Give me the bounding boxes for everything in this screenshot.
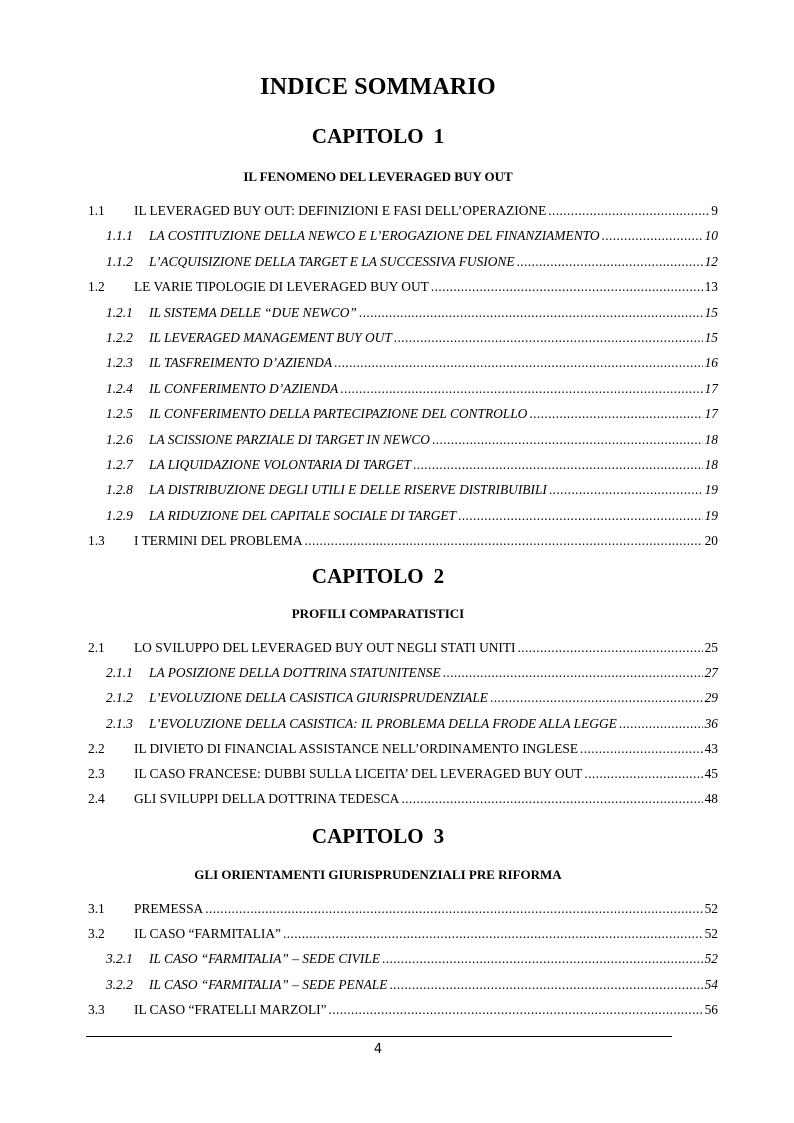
toc-entry-number: 1.2.1 [106, 304, 133, 320]
toc-entry[interactable] [0, 899, 794, 919]
chapter-3-label: CAPITOLO [311, 824, 424, 848]
toc-leader-dots [329, 1000, 703, 1020]
toc-entry-number: 1.1.2 [106, 253, 133, 269]
toc-entry-title: IL CONFERIMENTO D’AZIENDA [149, 380, 339, 396]
toc-entry-title: IL CASO “FRATELLI MARZOLI” [134, 1001, 327, 1017]
toc-entry-number: 1.2 [88, 279, 105, 295]
toc-entry-title: IL TASFREIMENTO D’AZIENDA [149, 355, 333, 371]
toc-entry-page: 19 [704, 507, 718, 523]
toc-entry[interactable] [0, 764, 794, 784]
toc-entry[interactable] [0, 949, 794, 969]
toc-entry-title: LA DISTRIBUZIONE DEGLI UTILI E DELLE RISERVE DISTRIBUIBILI [149, 482, 547, 498]
toc-entry[interactable] [0, 506, 794, 526]
toc-entry-title: L’EVOLUZIONE DELLA CASISTICA GIURISPRUDENZIALE [149, 690, 488, 706]
toc-entry-title: IL CASO “FARMITALIA” – SEDE CIVILE [149, 951, 380, 967]
toc-entry-title: IL SISTEMA DELLE “DUE NEWCO” [149, 304, 357, 320]
toc-entry-line [134, 924, 718, 944]
toc-entry[interactable] [0, 430, 794, 450]
toc-entry[interactable] [0, 328, 794, 348]
toc-entry-number: 2.1.2 [106, 690, 133, 706]
toc-leader-dots [458, 506, 703, 526]
toc-leader-dots [432, 430, 703, 450]
toc-entry[interactable] [0, 638, 794, 658]
chapter-3-heading [0, 824, 756, 849]
toc-leader-dots [359, 303, 703, 323]
toc-entry-page: 36 [704, 715, 718, 731]
toc-entry-title: IL DIVIETO DI FINANCIAL ASSISTANCE NELL’ORDINAMENTO INGLESE [134, 740, 579, 756]
toc-entry-number: 3.3 [88, 1001, 105, 1017]
footer-divider [86, 1036, 672, 1037]
toc-leader-dots [619, 714, 703, 734]
chapter-3-number: 3 [433, 824, 445, 848]
toc-entry-page: 10 [704, 228, 718, 244]
chapter-2-number: 2 [433, 564, 445, 588]
toc-entry-page: 18 [704, 457, 718, 472]
chapter-3-subtitle: GLI ORIENTAMENTI GIURISPRUDENZIALI PRE RIFORMA [194, 867, 562, 882]
toc-entry-line [149, 328, 718, 348]
chapter-1-label: CAPITOLO [311, 124, 424, 148]
toc-entry[interactable] [0, 201, 794, 221]
toc-entry-line [134, 531, 718, 551]
toc-leader-dots [602, 226, 703, 246]
toc-entry-line [149, 949, 718, 969]
toc-entry-title: GLI SVILUPPI DELLA DOTTRINA TEDESCA [134, 791, 400, 807]
toc-leader-dots [431, 277, 703, 297]
toc-entry-line [149, 252, 718, 272]
toc-entry-line [149, 404, 718, 424]
toc-entry-line [149, 663, 718, 683]
toc-leader-dots [549, 480, 703, 500]
toc-entry-page: 15 [704, 330, 718, 345]
toc-entry[interactable] [0, 531, 794, 551]
toc-entry-title: LA POSIZIONE DELLA DOTTRINA STATUNITENSE [149, 665, 441, 681]
toc-entry[interactable] [0, 252, 794, 272]
toc-entry[interactable] [0, 688, 794, 708]
toc-entry-number: 2.1.3 [106, 715, 133, 731]
toc-entry-number: 2.1 [88, 640, 105, 655]
toc-entry-line [149, 714, 718, 734]
toc-entry-title: L’EVOLUZIONE DELLA CASISTICA: IL PROBLEMA DELLA FRODE ALLA LEGGE [149, 715, 617, 731]
toc-entry-title: IL CONFERIMENTO DELLA PARTECIPAZIONE DEL CONTROLLO [149, 406, 528, 422]
toc-entry-number: 1.3 [88, 533, 105, 549]
toc-leader-dots [518, 638, 703, 658]
toc-entry-title: LA SCISSIONE PARZIALE DI TARGET IN NEWCO [149, 431, 430, 447]
toc-entry-page: 16 [704, 355, 718, 371]
toc-entry-line [149, 506, 718, 526]
toc-entry-number: 1.2.5 [106, 406, 133, 422]
toc-entry-line [149, 430, 718, 450]
toc-entry-line [149, 353, 718, 373]
toc-entry-line [134, 638, 718, 658]
toc-entry[interactable] [0, 404, 794, 424]
toc-entry-number: 1.2.9 [106, 507, 133, 523]
toc-entry[interactable] [0, 379, 794, 399]
toc-leader-dots [305, 531, 703, 551]
chapter-2-label: CAPITOLO [311, 564, 424, 588]
toc-entry-title: LO SVILUPPO DEL LEVERAGED BUY OUT NEGLI STATI UNITI [134, 640, 516, 655]
toc-entry-line [134, 789, 718, 809]
toc-entry-title: PREMESSA [134, 901, 204, 916]
chapter-2-heading [0, 564, 756, 589]
toc-entry-page: 15 [704, 304, 718, 320]
toc-leader-dots [340, 379, 702, 399]
toc-leader-dots [205, 899, 702, 919]
toc-entry-line [149, 688, 718, 708]
toc-entry-page: 27 [704, 665, 718, 681]
toc-entry-title: IL CASO “FARMITALIA” [134, 926, 281, 942]
toc-entry-line [134, 1000, 718, 1020]
toc-entry-title: IL LEVERAGED BUY OUT: DEFINIZIONI E FASI DELL’OPERAZIONE [134, 203, 547, 218]
toc-entry[interactable] [0, 663, 794, 683]
toc-entry-page: 29 [704, 690, 718, 706]
toc-entry-title: LA LIQUIDAZIONE VOLONTARIA DI TARGET [149, 457, 411, 472]
toc-entry-number: 3.2.2 [106, 976, 133, 992]
toc-leader-dots [334, 353, 703, 373]
toc-entry-line [149, 303, 718, 323]
toc-entry-line [134, 201, 718, 221]
toc-entry[interactable] [0, 455, 794, 475]
toc-entry-line [134, 277, 718, 297]
toc-entry-number: 1.2.6 [106, 431, 133, 447]
toc-leader-dots [394, 328, 703, 348]
toc-entry[interactable] [0, 924, 794, 944]
toc-entry-line [149, 455, 718, 475]
toc-entry-page: 56 [704, 1001, 718, 1017]
toc-entry-page: 17 [704, 380, 718, 396]
toc-entry-line [134, 739, 718, 759]
toc-leader-dots [517, 252, 703, 272]
document-title: INDICE SOMMARIO [260, 74, 496, 100]
toc-entry-number: 2.1.1 [106, 665, 133, 681]
chapter-2-subtitle: PROFILI COMPARATISTICI [291, 606, 465, 621]
toc-entry[interactable] [0, 1000, 794, 1020]
toc-leader-dots [389, 975, 702, 995]
toc-entry[interactable] [0, 277, 794, 297]
toc-entry-page: 43 [704, 740, 718, 756]
chapter-1-heading [0, 124, 756, 149]
toc-entry-line [149, 480, 718, 500]
toc-entry-page: 17 [704, 406, 718, 422]
toc-entry-number: 2.2 [88, 740, 105, 756]
toc-entry-title: IL LEVERAGED MANAGEMENT BUY OUT [149, 330, 392, 345]
toc-entry-page: 25 [704, 640, 718, 655]
toc-entry-number: 2.4 [88, 791, 105, 807]
toc-entry-title: LA COSTITUZIONE DELLA NEWCO E L’EROGAZIONE DEL FINANZIAMENTO [149, 228, 600, 244]
toc-entry-number: 1.1.1 [106, 228, 133, 244]
toc-entry[interactable] [0, 353, 794, 373]
toc-entry-line [149, 226, 718, 246]
toc-leader-dots [443, 663, 703, 683]
toc-entry-number: 1.2.2 [106, 330, 133, 345]
toc-entry-number: 1.1 [88, 203, 105, 218]
toc-entry-title: IL CASO “FARMITALIA” – SEDE PENALE [149, 976, 388, 992]
toc-entry-title: LA RIDUZIONE DEL CAPITALE SOCIALE DI TARGET [149, 507, 457, 523]
toc-entry-page: 48 [704, 791, 718, 807]
toc-entry-number: 1.2.3 [106, 355, 133, 371]
toc-entry-number: 3.2.1 [106, 951, 133, 967]
toc-entry-page: 19 [704, 482, 718, 498]
toc-leader-dots [580, 739, 703, 759]
toc-leader-dots [401, 789, 702, 809]
toc-leader-dots [529, 404, 702, 424]
toc-entry-title: LE VARIE TIPOLOGIE DI LEVERAGED BUY OUT [134, 279, 429, 295]
page-number: 4 [373, 1042, 383, 1057]
toc-entry[interactable] [0, 714, 794, 734]
toc-entry[interactable] [0, 480, 794, 500]
toc-leader-dots [490, 688, 703, 708]
toc-entry-page: 18 [704, 431, 718, 447]
toc-entry[interactable] [0, 226, 794, 246]
toc-entry-title: IL CASO FRANCESE: DUBBI SULLA LICEITA’ DEL LEVERAGED BUY OUT [134, 766, 583, 781]
toc-entry[interactable] [0, 975, 794, 995]
toc-leader-dots [548, 201, 709, 221]
toc-entry-title: L’ACQUISIZIONE DELLA TARGET E LA SUCCESSIVA FUSIONE [149, 253, 515, 269]
toc-entry-line [149, 379, 718, 399]
toc-entry-line [134, 899, 718, 919]
toc-entry[interactable] [0, 739, 794, 759]
toc-entry[interactable] [0, 303, 794, 323]
chapter-1-subtitle: IL FENOMENO DEL LEVERAGED BUY OUT [243, 169, 513, 184]
toc-entry-page: 52 [704, 901, 718, 916]
toc-entry-page: 13 [704, 279, 718, 295]
toc-leader-dots [413, 455, 703, 475]
chapter-1-number: 1 [433, 124, 445, 148]
toc-entry-page: 52 [704, 951, 718, 967]
toc-entry-line [149, 975, 718, 995]
toc-leader-dots [584, 764, 702, 784]
toc-entry-number: 2.3 [88, 766, 105, 781]
toc-entry-number: 3.1 [88, 901, 105, 916]
toc-entry[interactable] [0, 789, 794, 809]
toc-entry-page: 12 [704, 253, 718, 269]
toc-entry-page: 52 [704, 926, 718, 942]
toc-entry-page: 45 [704, 766, 718, 781]
toc-entry-number: 3.2 [88, 926, 105, 942]
toc-entry-line [134, 764, 718, 784]
toc-entry-page: 54 [704, 976, 718, 992]
toc-leader-dots [283, 924, 703, 944]
toc-entry-page: 20 [704, 533, 718, 549]
toc-entry-number: 1.2.8 [106, 482, 133, 498]
toc-leader-dots [382, 949, 703, 969]
toc-entry-title: I TERMINI DEL PROBLEMA [134, 533, 303, 549]
toc-entry-page: 9 [711, 203, 718, 218]
toc-entry-number: 1.2.7 [106, 457, 133, 472]
toc-entry-number: 1.2.4 [106, 380, 133, 396]
